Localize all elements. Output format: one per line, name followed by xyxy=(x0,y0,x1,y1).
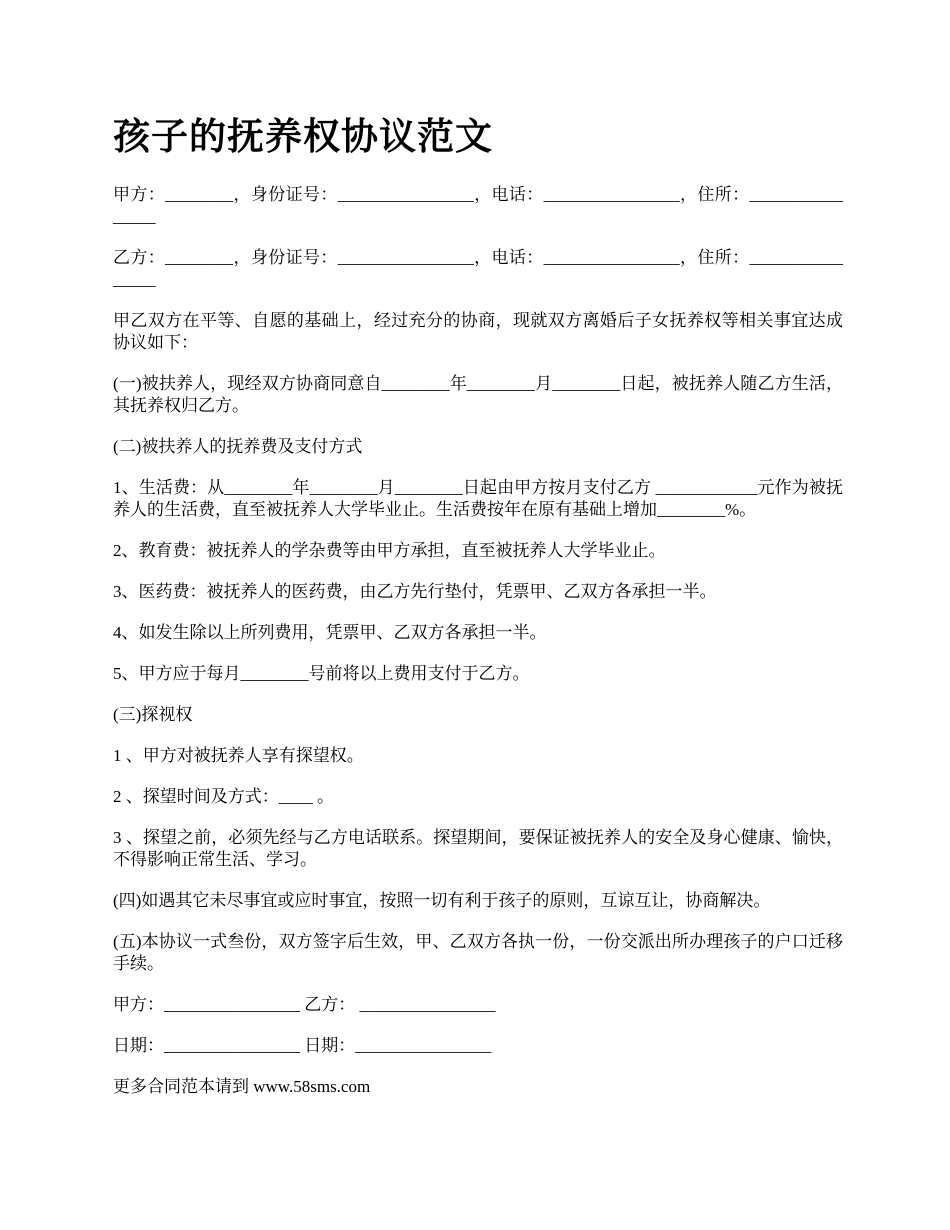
date-line: 日期：________________ 日期：________________ xyxy=(113,1036,492,1055)
party-a-info: 甲方：________，身份证号：________________，电话：________________，住所：________________ xyxy=(113,185,843,226)
party-b-info: 乙方：________，身份证号：________________，电话：________________，住所：________________ xyxy=(113,248,843,289)
clause-2-payment-date: 5、甲方应于每月________号前将以上费用支付于乙方。 xyxy=(113,664,530,683)
clause-3-visitation-rules: 3 、探望之前，必须先经与乙方电话联系。探望期间，要保证被抚养人的安全及身心健康、愉快，不得影响正常生活、学习。 xyxy=(113,828,843,869)
preamble: 甲乙双方在平等、自愿的基础上，经过充分的协商，现就双方离婚后子女抚养权等相关事宜达成协议如下： xyxy=(113,311,843,352)
signature-line: 甲方：________________ 乙方： ________________ xyxy=(113,995,496,1014)
clause-3-heading: (三)探视权 xyxy=(113,705,193,724)
clause-2-medical-expense: 3、医药费：被抚养人的医药费，由乙方先行垫付，凭票甲、乙双方各承担一半。 xyxy=(113,582,717,601)
clause-2-living-expense: 1、生活费：从________年________月________日起由甲方按月支付乙方 ____________元作为被抚养人的生活费，直至被抚养人大学毕业止。生活费按年在原有基础上增加________%。 xyxy=(113,478,843,519)
clause-2-education-expense: 2、教育费：被抚养人的学杂费等由甲方承担，直至被抚养人大学毕业止。 xyxy=(113,541,666,560)
clause-2-heading: (二)被扶养人的抚养费及支付方式 xyxy=(113,437,363,456)
clause-3-visitation-time: 2 、探望时间及方式：____ 。 xyxy=(113,787,334,806)
document-title: 孩子的抚养权协议范文 xyxy=(113,114,493,158)
clause-1-custody: (一)被扶养人，现经双方协商同意自________年________月________日起，被抚养人随乙方生活，其抚养权归乙方。 xyxy=(113,374,843,415)
clause-3-visitation-right: 1 、甲方对被抚养人享有探望权。 xyxy=(113,746,364,765)
footer-note: 更多合同范本请到 www.58sms.com xyxy=(113,1077,371,1096)
clause-2-other-expense: 4、如发生除以上所列费用，凭票甲、乙双方各承担一半。 xyxy=(113,623,547,642)
clause-5-copies: (五)本协议一式叁份，双方签字后生效，甲、乙双方各执一份，一份交派出所办理孩子的户口迁移手续。 xyxy=(113,932,843,973)
clause-4-other-matters: (四)如遇其它未尽事宜或应时事宜，按照一切有利于孩子的原则，互谅互让，协商解决。 xyxy=(113,891,771,910)
document-page xyxy=(113,110,843,1117)
